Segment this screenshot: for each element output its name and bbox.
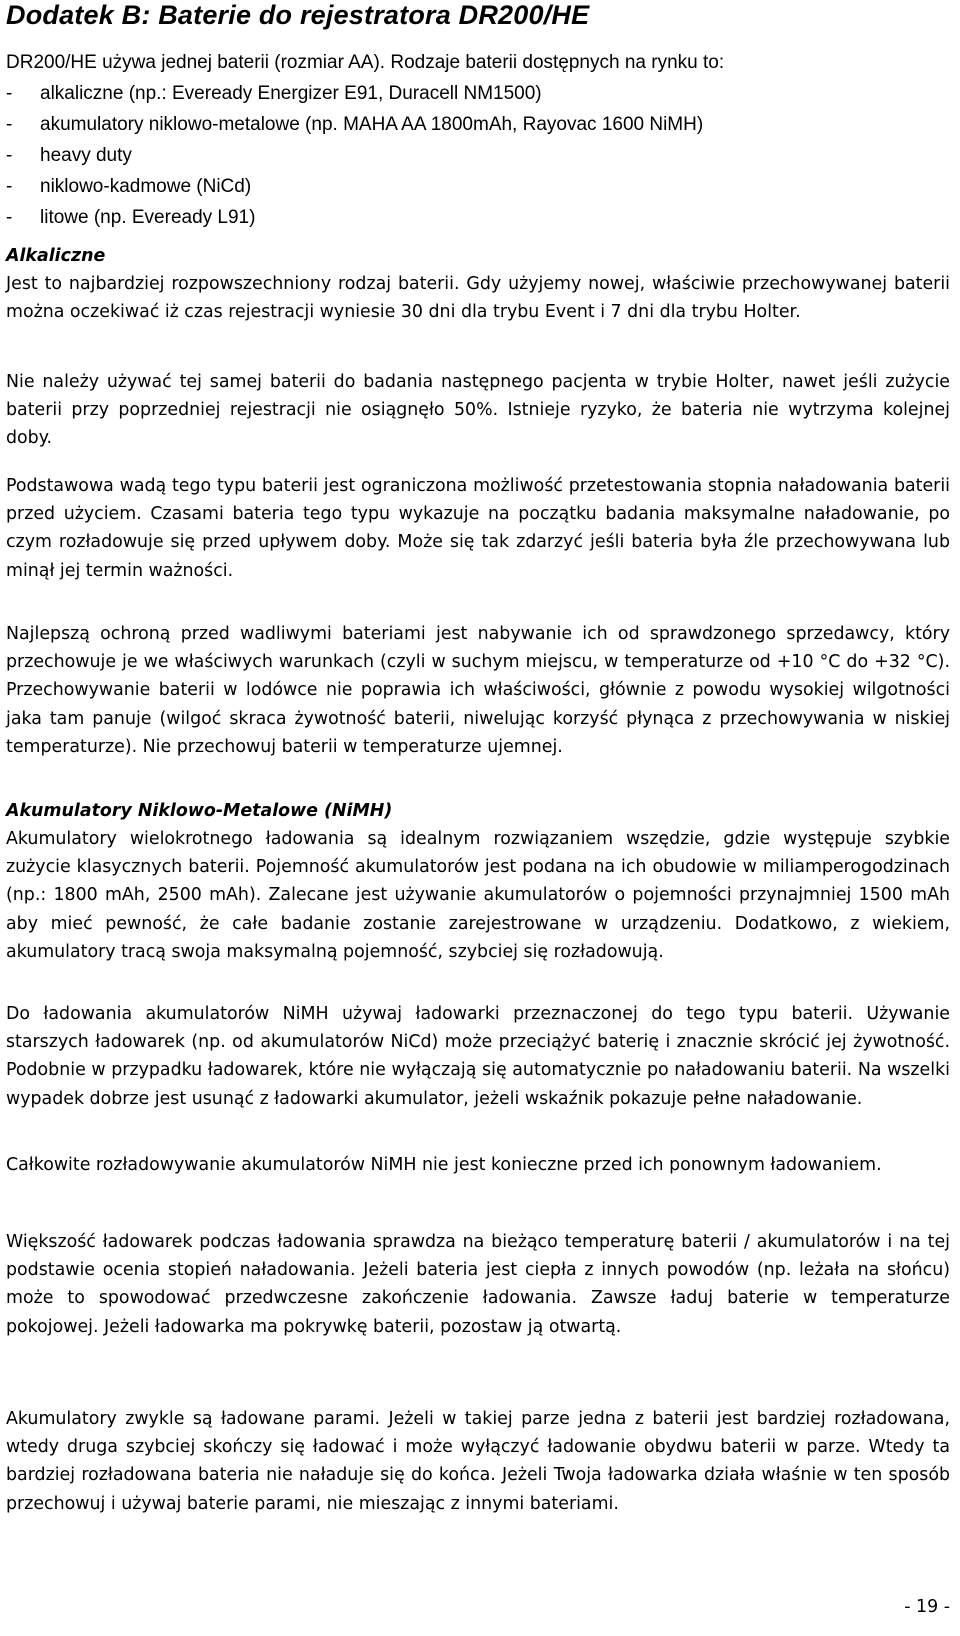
battery-type: alkaliczne (np.: Eveready Energizer E91, Duracell NM1500)	[40, 83, 542, 104]
list-item: - niklowo-kadmowe (NiCd)	[6, 176, 252, 197]
nimh-heading: Akumulatory Niklowo-Metalowe (NiMH)	[6, 801, 393, 821]
list-item: - litowe (np. Eveready L91)	[6, 207, 256, 228]
paragraph: Jest to najbardziej rozpowszechniony rodzaj baterii. Gdy użyjemy nowej, właściwie przechowywanej baterii można oczekiwać iż czas rejestracji wyniesie 30 dni dla trybu Event i 7 dni dla trybu Holter.	[6, 274, 950, 323]
battery-type: akumulatory niklowo-metalowe (np. MAHA AA 1800mAh, Rayovac 1600 NiMH)	[40, 114, 704, 135]
paragraph: Całkowite rozładowywanie akumulatorów NiMH nie jest konieczne przed ich ponownym ładowaniem.	[6, 1155, 882, 1175]
page-title: Dodatek B: Baterie do rejestratora DR200/HE	[6, 0, 590, 30]
battery-type: heavy duty	[40, 145, 132, 166]
battery-type: niklowo-kadmowe (NiCd)	[40, 176, 252, 197]
paragraph: Podstawowa wadą tego typu baterii jest ograniczona możliwość przetestowania stopnia naładowania baterii przed użyciem. Czasami bateria tego typu wykazuje na początku badania maksymalne naładowanie, po czym rozładowuje się przed upływem doby. Może się tak zdarzyć jeśli bateria była źle przechowywana lub minął jej termin ważności.	[6, 476, 950, 581]
paragraph: Nie należy używać tej samej baterii do badania następnego pacjenta w trybie Holter, nawet jeśli zużycie baterii przy poprzedniej rejestracji nie osiągnęło 50%. Istnieje ryzyko, że bateria nie wytrzyma kolejnej doby.	[6, 372, 950, 449]
list-item: - heavy duty	[6, 145, 132, 166]
paragraph: Do ładowania akumulatorów NiMH używaj ładowarki przeznaczonej do tego typu baterii. Używanie starszych ładowarek (np. od akumulatorów NiCd) może przeciążyć baterię i znacznie skrócić jej żywotność. Podobnie w przypadku ładowarek, które nie wyłączają się automatycznie po naładowaniu baterii. Na wszelki wypadek dobrze jest usunąć z ładowarki akumulator, jeżeli wskaźnik pokazuje pełne naładowanie.	[6, 1004, 950, 1109]
paragraph: Większość ładowarek podczas ładowania sprawdza na bieżąco temperaturę baterii / akumulatorów i na tej podstawie ocenia stopień naładowania. Jeżeli bateria jest ciepła z innych powodów (np. leżała na słońcu) może to spowodować przedwczesne zakończenie ładowania. Zawsze ładuj baterie w temperaturze pokojowej. Jeżeli ładowarka ma pokrywkę baterii, pozostaw ją otwartą.	[6, 1232, 950, 1337]
intro-section	[6, 47, 946, 233]
alkaline-heading: Alkaliczne	[6, 246, 106, 266]
paragraph: Najlepszą ochroną przed wadliwymi bateriami jest nabywanie ich od sprawdzonego sprzedawcy, który przechowuje je we właściwych warunkach (czyli w suchym miejscu, w temperaturze od +10 °C do +32 °C). Przechowywanie baterii w lodówce nie poprawia ich właściwości, głównie z powodu wysokiej wilgotności jaka tam panuje (wilgoć skraca żywotność baterii, niwelując korzyść płynąca z przechowywania w niskiej temperaturze). Nie przechowuj baterii w temperaturze ujemnej.	[6, 624, 950, 757]
battery-type: litowe (np. Eveready L91)	[40, 207, 256, 228]
intro-text: DR200/HE używa jednej baterii (rozmiar AA). Rodzaje baterii dostępnych na rynku to:	[6, 52, 725, 73]
list-item: - akumulatory niklowo-metalowe (np. MAHA AA 1800mAh, Rayovac 1600 NiMH)	[6, 114, 704, 135]
page-number: - 19 -	[904, 1597, 950, 1617]
paragraph: Akumulatory wielokrotnego ładowania są idealnym rozwiązaniem wszędzie, gdzie występuje szybkie zużycie klasycznych baterii. Pojemność akumulatorów jest podana na ich obudowie w miliamperogodzinach (np.: 1800 mAh, 2500 mAh). Zalecane jest używanie akumulatorów o pojemności przynajmniej 1500 mAh aby mieć pewność, że całe badanie zostanie zarejestrowane w urządzeniu. Dodatkowo, z wiekiem, akumulatory tracą swoja maksymalną pojemność, szybciej się rozładowują.	[6, 829, 950, 962]
list-item: - alkaliczne (np.: Eveready Energizer E91, Duracell NM1500)	[6, 83, 542, 104]
paragraph: Akumulatory zwykle są ładowane parami. Jeżeli w takiej parze jedna z baterii jest bardziej rozładowana, wtedy druga szybciej skończy się ładować i może wyłączyć ładowanie obydwu baterii w parze. Wtedy ta bardziej rozładowana bateria nie naładuje się do końca. Jeżeli Twoja ładowarka działa właśnie w ten sposób przechowuj i używaj baterie parami, nie mieszając z innymi bateriami.	[6, 1409, 950, 1514]
